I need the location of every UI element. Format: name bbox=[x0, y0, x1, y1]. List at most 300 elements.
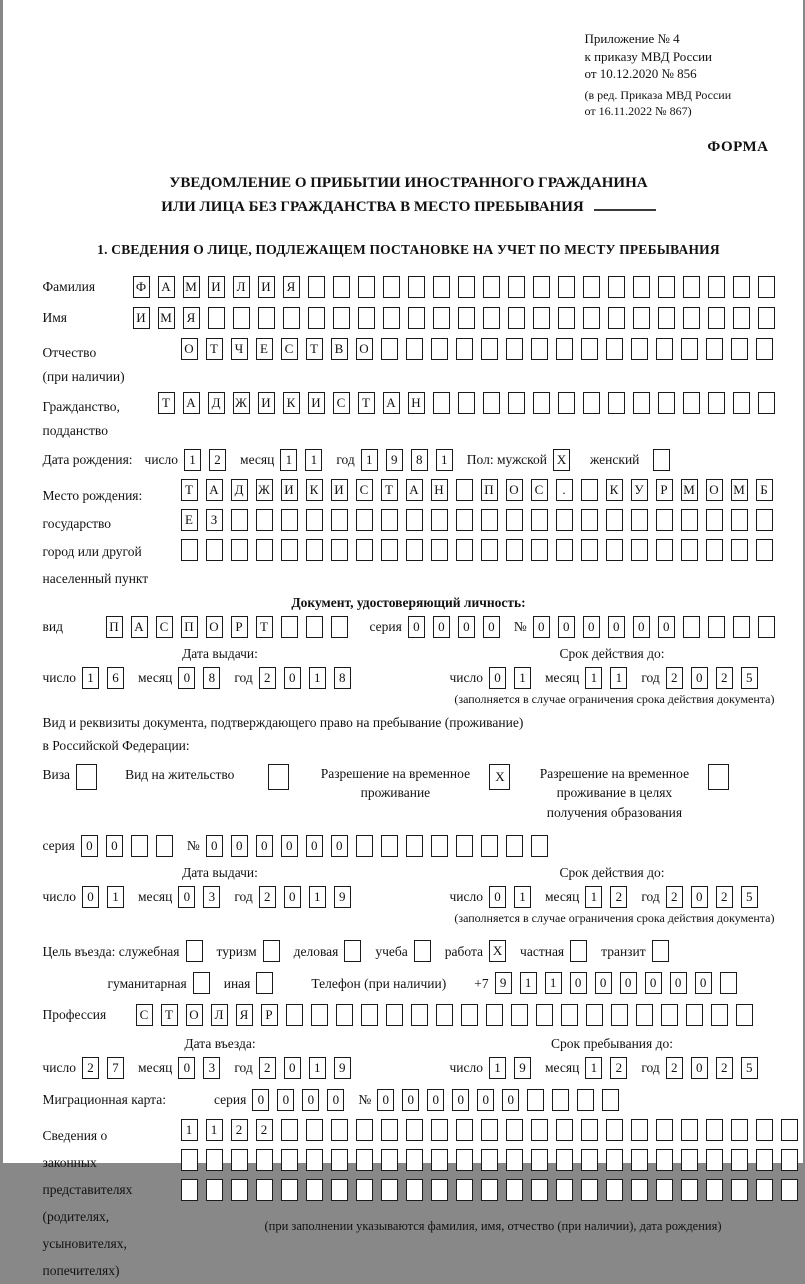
form-cell[interactable] bbox=[344, 940, 361, 962]
form-cell[interactable] bbox=[436, 1004, 453, 1026]
form-cell[interactable] bbox=[606, 539, 623, 561]
form-cell[interactable] bbox=[581, 539, 598, 561]
form-cell[interactable] bbox=[736, 1004, 753, 1026]
form-cell[interactable] bbox=[508, 307, 525, 329]
form-cell[interactable] bbox=[283, 307, 300, 329]
form-cell[interactable] bbox=[511, 1004, 528, 1026]
form-cell[interactable]: 0 bbox=[489, 667, 506, 689]
form-cell[interactable]: 2 bbox=[666, 1057, 683, 1079]
form-cell[interactable] bbox=[756, 338, 773, 360]
form-cell[interactable]: А bbox=[131, 616, 148, 638]
form-cell[interactable] bbox=[431, 1179, 448, 1201]
form-cell[interactable] bbox=[381, 509, 398, 531]
form-cell[interactable] bbox=[733, 307, 750, 329]
form-cell[interactable]: 1 bbox=[585, 1057, 602, 1079]
form-cell[interactable] bbox=[331, 539, 348, 561]
form-cell[interactable] bbox=[358, 276, 375, 298]
form-cell[interactable] bbox=[508, 276, 525, 298]
form-cell[interactable]: Ж bbox=[256, 479, 273, 501]
form-cell[interactable] bbox=[456, 479, 473, 501]
form-cell[interactable] bbox=[506, 539, 523, 561]
form-cell[interactable] bbox=[256, 972, 273, 994]
form-cell[interactable]: 0 bbox=[178, 667, 195, 689]
form-cell[interactable]: Р bbox=[261, 1004, 278, 1026]
form-cell[interactable] bbox=[231, 1149, 248, 1171]
form-cell[interactable] bbox=[406, 1179, 423, 1201]
form-cell[interactable]: С bbox=[281, 338, 298, 360]
form-cell[interactable] bbox=[683, 307, 700, 329]
form-cell[interactable]: 0 bbox=[595, 972, 612, 994]
form-cell[interactable] bbox=[631, 338, 648, 360]
form-cell[interactable] bbox=[656, 539, 673, 561]
form-cell[interactable] bbox=[356, 1119, 373, 1141]
form-cell[interactable] bbox=[336, 1004, 353, 1026]
form-cell[interactable] bbox=[356, 539, 373, 561]
form-cell[interactable] bbox=[206, 539, 223, 561]
form-cell[interactable] bbox=[758, 307, 775, 329]
form-cell[interactable]: П bbox=[181, 616, 198, 638]
form-cell[interactable] bbox=[708, 307, 725, 329]
form-cell[interactable] bbox=[433, 307, 450, 329]
form-cell[interactable]: 0 bbox=[256, 835, 273, 857]
form-cell[interactable] bbox=[506, 338, 523, 360]
form-cell[interactable]: 5 bbox=[741, 886, 758, 908]
form-cell[interactable]: 0 bbox=[533, 616, 550, 638]
form-cell[interactable] bbox=[506, 1119, 523, 1141]
form-cell[interactable]: 9 bbox=[334, 1057, 351, 1079]
form-cell[interactable]: 1 bbox=[206, 1119, 223, 1141]
form-cell[interactable] bbox=[683, 392, 700, 414]
form-cell[interactable] bbox=[306, 616, 323, 638]
form-cell[interactable] bbox=[281, 616, 298, 638]
form-cell[interactable]: 9 bbox=[386, 449, 403, 471]
form-cell[interactable]: Р bbox=[656, 479, 673, 501]
form-cell[interactable]: 1 bbox=[610, 667, 627, 689]
form-cell[interactable] bbox=[586, 1004, 603, 1026]
form-cell[interactable]: 0 bbox=[691, 1057, 708, 1079]
form-cell[interactable]: 1 bbox=[181, 1119, 198, 1141]
form-cell[interactable]: Т bbox=[158, 392, 175, 414]
form-cell[interactable]: К bbox=[606, 479, 623, 501]
form-cell[interactable]: 0 bbox=[502, 1089, 519, 1111]
form-cell[interactable] bbox=[381, 338, 398, 360]
form-cell[interactable] bbox=[656, 509, 673, 531]
form-cell[interactable]: Т bbox=[206, 338, 223, 360]
form-cell[interactable] bbox=[681, 509, 698, 531]
form-cell[interactable]: И bbox=[258, 392, 275, 414]
form-cell[interactable]: 0 bbox=[81, 835, 98, 857]
form-cell[interactable] bbox=[431, 338, 448, 360]
form-cell[interactable] bbox=[758, 392, 775, 414]
form-cell[interactable] bbox=[652, 940, 669, 962]
form-cell[interactable] bbox=[383, 276, 400, 298]
form-cell[interactable]: 0 bbox=[408, 616, 425, 638]
form-cell[interactable]: 0 bbox=[331, 835, 348, 857]
form-cell[interactable] bbox=[506, 1179, 523, 1201]
form-cell[interactable] bbox=[458, 392, 475, 414]
form-cell[interactable] bbox=[731, 1149, 748, 1171]
form-cell[interactable] bbox=[633, 307, 650, 329]
form-cell[interactable] bbox=[356, 1179, 373, 1201]
form-cell[interactable] bbox=[406, 835, 423, 857]
form-cell[interactable]: 2 bbox=[231, 1119, 248, 1141]
form-cell[interactable] bbox=[581, 1119, 598, 1141]
form-cell[interactable]: О bbox=[186, 1004, 203, 1026]
form-cell[interactable] bbox=[556, 338, 573, 360]
form-cell[interactable] bbox=[408, 307, 425, 329]
form-cell[interactable]: 0 bbox=[206, 835, 223, 857]
form-cell[interactable] bbox=[381, 1149, 398, 1171]
form-cell[interactable]: 2 bbox=[716, 667, 733, 689]
form-cell[interactable]: 0 bbox=[452, 1089, 469, 1111]
form-cell[interactable] bbox=[533, 276, 550, 298]
form-cell[interactable]: Е bbox=[181, 509, 198, 531]
form-cell[interactable] bbox=[731, 539, 748, 561]
form-cell[interactable] bbox=[406, 338, 423, 360]
form-cell[interactable] bbox=[281, 1179, 298, 1201]
form-cell[interactable] bbox=[356, 509, 373, 531]
form-cell[interactable] bbox=[531, 539, 548, 561]
form-cell[interactable]: 2 bbox=[666, 667, 683, 689]
form-cell[interactable] bbox=[581, 479, 598, 501]
form-cell[interactable]: О bbox=[706, 479, 723, 501]
form-cell[interactable] bbox=[331, 616, 348, 638]
form-cell[interactable]: 1 bbox=[514, 886, 531, 908]
form-cell[interactable] bbox=[481, 338, 498, 360]
form-cell[interactable]: 0 bbox=[284, 667, 301, 689]
form-cell[interactable] bbox=[483, 276, 500, 298]
form-cell[interactable]: 0 bbox=[483, 616, 500, 638]
form-cell[interactable]: Л bbox=[233, 276, 250, 298]
form-cell[interactable]: И bbox=[258, 276, 275, 298]
form-cell[interactable]: Д bbox=[231, 479, 248, 501]
form-cell[interactable] bbox=[781, 1179, 798, 1201]
form-cell[interactable] bbox=[381, 1119, 398, 1141]
form-cell[interactable] bbox=[633, 392, 650, 414]
form-cell[interactable] bbox=[458, 307, 475, 329]
form-cell[interactable] bbox=[481, 509, 498, 531]
form-cell[interactable]: 0 bbox=[477, 1089, 494, 1111]
form-cell[interactable]: 9 bbox=[514, 1057, 531, 1079]
form-cell[interactable] bbox=[331, 509, 348, 531]
form-cell[interactable]: 2 bbox=[259, 1057, 276, 1079]
form-cell[interactable] bbox=[131, 835, 148, 857]
form-cell[interactable]: Д bbox=[208, 392, 225, 414]
form-cell[interactable] bbox=[756, 1179, 773, 1201]
form-cell[interactable] bbox=[208, 307, 225, 329]
form-cell[interactable] bbox=[656, 1179, 673, 1201]
form-cell[interactable]: Б bbox=[756, 479, 773, 501]
form-cell[interactable] bbox=[633, 276, 650, 298]
form-cell[interactable] bbox=[581, 509, 598, 531]
form-cell[interactable] bbox=[583, 392, 600, 414]
form-cell[interactable] bbox=[731, 509, 748, 531]
form-cell[interactable]: К bbox=[306, 479, 323, 501]
form-cell[interactable] bbox=[76, 764, 97, 790]
form-cell[interactable] bbox=[706, 1179, 723, 1201]
form-cell[interactable]: 0 bbox=[583, 616, 600, 638]
form-cell[interactable]: 0 bbox=[178, 886, 195, 908]
form-cell[interactable]: 0 bbox=[281, 835, 298, 857]
form-cell[interactable]: 2 bbox=[259, 886, 276, 908]
form-cell[interactable]: И bbox=[331, 479, 348, 501]
form-cell[interactable] bbox=[458, 276, 475, 298]
form-cell[interactable] bbox=[608, 307, 625, 329]
form-cell[interactable] bbox=[331, 1149, 348, 1171]
form-cell[interactable] bbox=[256, 1149, 273, 1171]
form-cell[interactable] bbox=[683, 276, 700, 298]
form-cell[interactable]: 2 bbox=[716, 1057, 733, 1079]
form-cell[interactable] bbox=[602, 1089, 619, 1111]
form-cell[interactable] bbox=[331, 1179, 348, 1201]
form-cell[interactable] bbox=[306, 1179, 323, 1201]
form-cell[interactable]: 0 bbox=[558, 616, 575, 638]
form-cell[interactable]: 3 bbox=[203, 1057, 220, 1079]
form-cell[interactable] bbox=[456, 1179, 473, 1201]
form-cell[interactable]: У bbox=[631, 479, 648, 501]
form-cell[interactable] bbox=[383, 307, 400, 329]
form-cell[interactable] bbox=[256, 539, 273, 561]
form-cell[interactable] bbox=[431, 835, 448, 857]
form-cell[interactable]: 0 bbox=[489, 886, 506, 908]
form-cell[interactable] bbox=[781, 1149, 798, 1171]
form-cell[interactable] bbox=[708, 276, 725, 298]
form-cell[interactable] bbox=[656, 338, 673, 360]
form-cell[interactable]: 1 bbox=[585, 667, 602, 689]
form-cell[interactable] bbox=[481, 1179, 498, 1201]
form-cell[interactable]: 2 bbox=[256, 1119, 273, 1141]
form-cell[interactable]: Ч bbox=[231, 338, 248, 360]
form-cell[interactable] bbox=[156, 835, 173, 857]
form-cell[interactable]: 5 bbox=[741, 667, 758, 689]
form-cell[interactable] bbox=[193, 972, 210, 994]
form-cell[interactable]: 8 bbox=[203, 667, 220, 689]
form-cell[interactable]: И bbox=[281, 479, 298, 501]
form-cell[interactable] bbox=[706, 1149, 723, 1171]
form-cell[interactable]: И bbox=[133, 307, 150, 329]
form-cell[interactable] bbox=[608, 276, 625, 298]
form-cell[interactable] bbox=[527, 1089, 544, 1111]
form-cell[interactable] bbox=[681, 1179, 698, 1201]
form-cell[interactable] bbox=[758, 616, 775, 638]
form-cell[interactable] bbox=[231, 509, 248, 531]
form-cell[interactable] bbox=[681, 1149, 698, 1171]
form-cell[interactable]: 0 bbox=[695, 972, 712, 994]
form-cell[interactable] bbox=[481, 835, 498, 857]
form-cell[interactable]: О bbox=[206, 616, 223, 638]
form-cell[interactable] bbox=[531, 835, 548, 857]
form-cell[interactable]: 0 bbox=[691, 886, 708, 908]
form-cell[interactable] bbox=[731, 1119, 748, 1141]
form-cell[interactable] bbox=[456, 509, 473, 531]
form-cell[interactable] bbox=[536, 1004, 553, 1026]
form-cell[interactable] bbox=[570, 940, 587, 962]
form-cell[interactable]: 2 bbox=[610, 1057, 627, 1079]
form-cell[interactable]: 7 bbox=[107, 1057, 124, 1079]
form-cell[interactable] bbox=[206, 1179, 223, 1201]
form-cell[interactable]: Н bbox=[431, 479, 448, 501]
form-cell[interactable] bbox=[333, 276, 350, 298]
form-cell[interactable]: Н bbox=[408, 392, 425, 414]
form-cell[interactable]: М bbox=[158, 307, 175, 329]
form-cell[interactable] bbox=[181, 1179, 198, 1201]
form-cell[interactable]: 1 bbox=[585, 886, 602, 908]
form-cell[interactable]: Т bbox=[181, 479, 198, 501]
form-cell[interactable]: 2 bbox=[666, 886, 683, 908]
form-cell[interactable] bbox=[186, 940, 203, 962]
form-cell[interactable] bbox=[386, 1004, 403, 1026]
form-cell[interactable]: Я bbox=[183, 307, 200, 329]
form-cell[interactable] bbox=[781, 1119, 798, 1141]
form-cell[interactable]: Л bbox=[211, 1004, 228, 1026]
form-cell[interactable] bbox=[658, 392, 675, 414]
form-cell[interactable]: Е bbox=[256, 338, 273, 360]
form-cell[interactable]: 9 bbox=[334, 886, 351, 908]
form-cell[interactable]: 0 bbox=[377, 1089, 394, 1111]
form-cell[interactable] bbox=[720, 972, 737, 994]
form-cell[interactable] bbox=[661, 1004, 678, 1026]
form-cell[interactable]: А bbox=[383, 392, 400, 414]
form-cell[interactable]: С bbox=[333, 392, 350, 414]
form-cell[interactable]: С bbox=[156, 616, 173, 638]
form-cell[interactable] bbox=[408, 276, 425, 298]
form-cell[interactable]: 1 bbox=[305, 449, 322, 471]
form-cell[interactable]: 0 bbox=[178, 1057, 195, 1079]
form-cell[interactable] bbox=[556, 1119, 573, 1141]
form-cell[interactable]: 1 bbox=[184, 449, 201, 471]
form-cell[interactable]: 6 bbox=[107, 667, 124, 689]
form-cell[interactable] bbox=[461, 1004, 478, 1026]
form-cell[interactable] bbox=[706, 539, 723, 561]
form-cell[interactable] bbox=[361, 1004, 378, 1026]
form-cell[interactable] bbox=[658, 307, 675, 329]
form-cell[interactable] bbox=[231, 539, 248, 561]
form-cell[interactable]: 1 bbox=[309, 667, 326, 689]
form-cell[interactable] bbox=[508, 392, 525, 414]
form-cell[interactable]: 0 bbox=[306, 835, 323, 857]
form-cell[interactable] bbox=[308, 276, 325, 298]
form-cell[interactable] bbox=[233, 307, 250, 329]
form-cell[interactable] bbox=[533, 307, 550, 329]
form-cell[interactable] bbox=[456, 1119, 473, 1141]
form-cell[interactable] bbox=[561, 1004, 578, 1026]
form-cell[interactable] bbox=[581, 1149, 598, 1171]
form-cell[interactable] bbox=[433, 276, 450, 298]
form-cell[interactable] bbox=[656, 1119, 673, 1141]
form-cell[interactable]: 0 bbox=[402, 1089, 419, 1111]
form-cell[interactable]: Я bbox=[283, 276, 300, 298]
form-cell[interactable]: 1 bbox=[309, 886, 326, 908]
form-cell[interactable] bbox=[606, 509, 623, 531]
form-cell[interactable] bbox=[306, 539, 323, 561]
form-cell[interactable] bbox=[611, 1004, 628, 1026]
form-cell[interactable] bbox=[606, 1149, 623, 1171]
form-cell[interactable]: 2 bbox=[610, 886, 627, 908]
form-cell[interactable] bbox=[556, 1179, 573, 1201]
form-cell[interactable]: Т bbox=[306, 338, 323, 360]
form-cell[interactable]: 0 bbox=[427, 1089, 444, 1111]
form-cell[interactable]: 0 bbox=[284, 886, 301, 908]
form-cell[interactable]: П bbox=[106, 616, 123, 638]
form-cell[interactable] bbox=[556, 1149, 573, 1171]
form-cell[interactable] bbox=[681, 1119, 698, 1141]
form-cell[interactable]: М bbox=[731, 479, 748, 501]
form-cell[interactable] bbox=[606, 338, 623, 360]
form-cell[interactable]: 0 bbox=[433, 616, 450, 638]
form-cell[interactable] bbox=[358, 307, 375, 329]
form-cell[interactable] bbox=[708, 392, 725, 414]
form-cell[interactable] bbox=[483, 307, 500, 329]
form-cell[interactable] bbox=[406, 1149, 423, 1171]
form-cell[interactable] bbox=[406, 509, 423, 531]
form-cell[interactable] bbox=[306, 1119, 323, 1141]
form-cell[interactable] bbox=[756, 1119, 773, 1141]
form-cell[interactable]: 2 bbox=[82, 1057, 99, 1079]
form-cell[interactable]: С bbox=[531, 479, 548, 501]
form-cell[interactable] bbox=[708, 764, 729, 790]
form-cell[interactable] bbox=[506, 1149, 523, 1171]
form-cell[interactable] bbox=[311, 1004, 328, 1026]
form-cell[interactable]: С bbox=[356, 479, 373, 501]
form-cell[interactable]: 1 bbox=[361, 449, 378, 471]
form-cell[interactable] bbox=[431, 539, 448, 561]
form-cell[interactable] bbox=[631, 1179, 648, 1201]
form-cell[interactable] bbox=[506, 835, 523, 857]
form-cell[interactable]: О bbox=[356, 338, 373, 360]
form-cell[interactable] bbox=[558, 276, 575, 298]
form-cell[interactable]: 0 bbox=[658, 616, 675, 638]
form-cell[interactable]: Р bbox=[231, 616, 248, 638]
form-cell[interactable] bbox=[552, 1089, 569, 1111]
form-cell[interactable] bbox=[411, 1004, 428, 1026]
form-cell[interactable]: Ф bbox=[133, 276, 150, 298]
form-cell[interactable] bbox=[481, 1119, 498, 1141]
form-cell[interactable] bbox=[658, 276, 675, 298]
form-cell[interactable] bbox=[431, 509, 448, 531]
form-cell[interactable]: 2 bbox=[716, 886, 733, 908]
form-cell[interactable] bbox=[406, 1119, 423, 1141]
form-cell[interactable]: 0 bbox=[620, 972, 637, 994]
form-cell[interactable] bbox=[708, 616, 725, 638]
form-cell[interactable] bbox=[756, 509, 773, 531]
form-cell[interactable]: 0 bbox=[691, 667, 708, 689]
form-cell[interactable] bbox=[756, 1149, 773, 1171]
form-cell[interactable] bbox=[577, 1089, 594, 1111]
form-cell[interactable]: М bbox=[681, 479, 698, 501]
form-cell[interactable] bbox=[531, 509, 548, 531]
form-cell[interactable]: X bbox=[553, 449, 570, 471]
form-cell[interactable] bbox=[286, 1004, 303, 1026]
form-cell[interactable]: 0 bbox=[284, 1057, 301, 1079]
form-cell[interactable] bbox=[681, 338, 698, 360]
form-cell[interactable] bbox=[406, 539, 423, 561]
form-cell[interactable] bbox=[583, 276, 600, 298]
form-cell[interactable]: 3 bbox=[203, 886, 220, 908]
form-cell[interactable] bbox=[356, 1149, 373, 1171]
form-cell[interactable] bbox=[606, 1119, 623, 1141]
form-cell[interactable]: Т bbox=[256, 616, 273, 638]
form-cell[interactable]: 0 bbox=[570, 972, 587, 994]
form-cell[interactable]: 0 bbox=[633, 616, 650, 638]
form-cell[interactable]: 8 bbox=[334, 667, 351, 689]
form-cell[interactable] bbox=[181, 539, 198, 561]
form-cell[interactable] bbox=[686, 1004, 703, 1026]
form-cell[interactable] bbox=[683, 616, 700, 638]
form-cell[interactable] bbox=[356, 835, 373, 857]
form-cell[interactable] bbox=[258, 307, 275, 329]
form-cell[interactable]: Я bbox=[236, 1004, 253, 1026]
form-cell[interactable]: 0 bbox=[302, 1089, 319, 1111]
